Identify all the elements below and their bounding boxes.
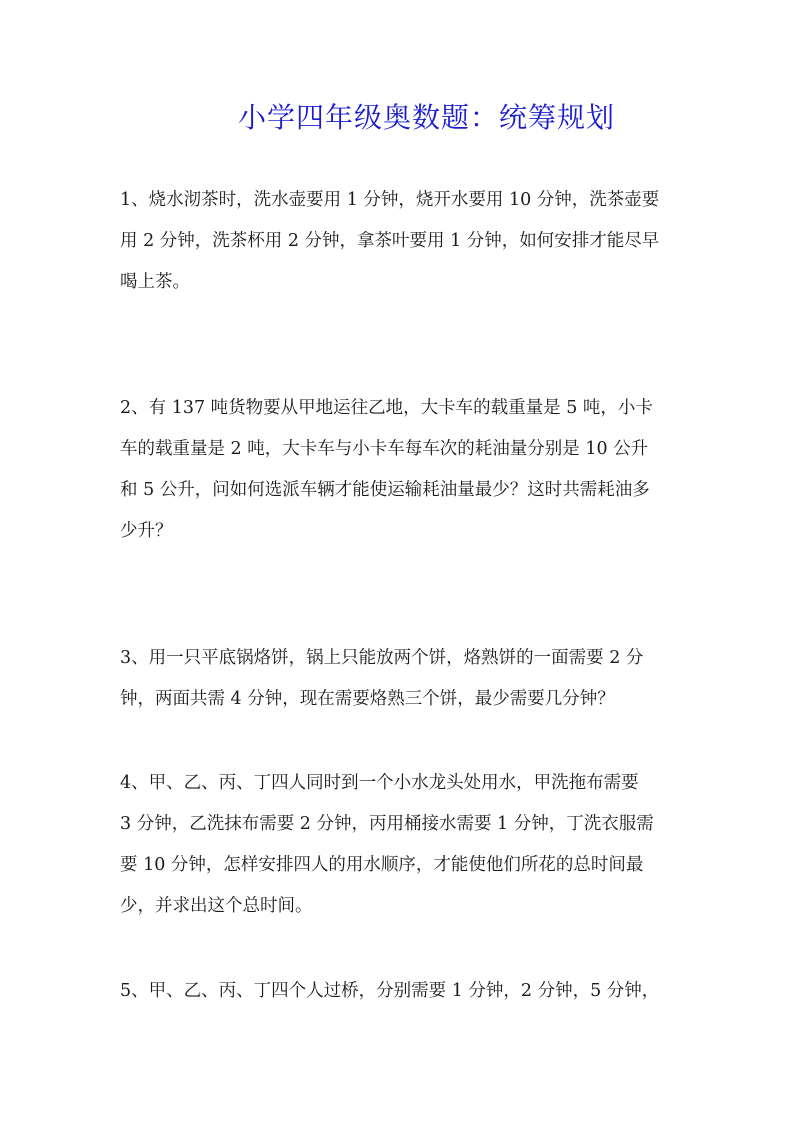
question-5: [120, 971, 676, 1012]
question-2: [120, 388, 676, 552]
question-line: 少升？: [120, 521, 173, 541]
question-line: 4、甲、乙、丙、丁四人同时到一个小水龙头处用水，甲洗拖布需要: [120, 773, 639, 793]
question-line: 和 5 公升，问如何选派车辆才能使运输耗油量最少？这时共需耗油多: [120, 480, 650, 500]
question-line: 2、有 137 吨货物要从甲地运往乙地，大卡车的载重量是 5 吨，小卡: [120, 398, 653, 418]
page-title: 小学四年级奥数题：统筹规划: [237, 101, 615, 134]
question-line: 少，并求出这个总时间。: [120, 896, 313, 916]
question-line: 用 2 分钟，洗茶杯用 2 分钟，拿茶叶要用 1 分钟，如何安排才能尽早: [120, 231, 660, 251]
question-line: 3、用一只平底锅烙饼，锅上只能放两个饼，烙熟饼的一面需要 2 分: [120, 648, 644, 668]
question-line: 喝上茶。: [120, 272, 190, 292]
question-line: 3 分钟，乙洗抹布需要 2 分钟，丙用桶接水需要 1 分钟，丁洗衣服需: [120, 814, 654, 834]
question-line: 5、甲、乙、丙、丁四个人过桥，分别需要 1 分钟，2 分钟，5 分钟，: [120, 981, 660, 1001]
question-line: 车的载重量是 2 吨，大卡车与小卡车每车次的耗油量分别是 10 公升: [120, 439, 649, 459]
question-1: [120, 180, 676, 303]
question-4: [120, 763, 676, 927]
question-3: [120, 638, 676, 720]
question-line: 1、烧水沏茶时，洗水壶要用 1 分钟，烧开水要用 10 分钟，洗茶壶要: [120, 190, 660, 210]
question-line: 要 10 分钟，怎样安排四人的用水顺序，才能使他们所花的总时间最: [120, 855, 644, 875]
question-line: 钟，两面共需 4 分钟，现在需要烙熟三个饼，最少需要几分钟？: [120, 689, 615, 709]
